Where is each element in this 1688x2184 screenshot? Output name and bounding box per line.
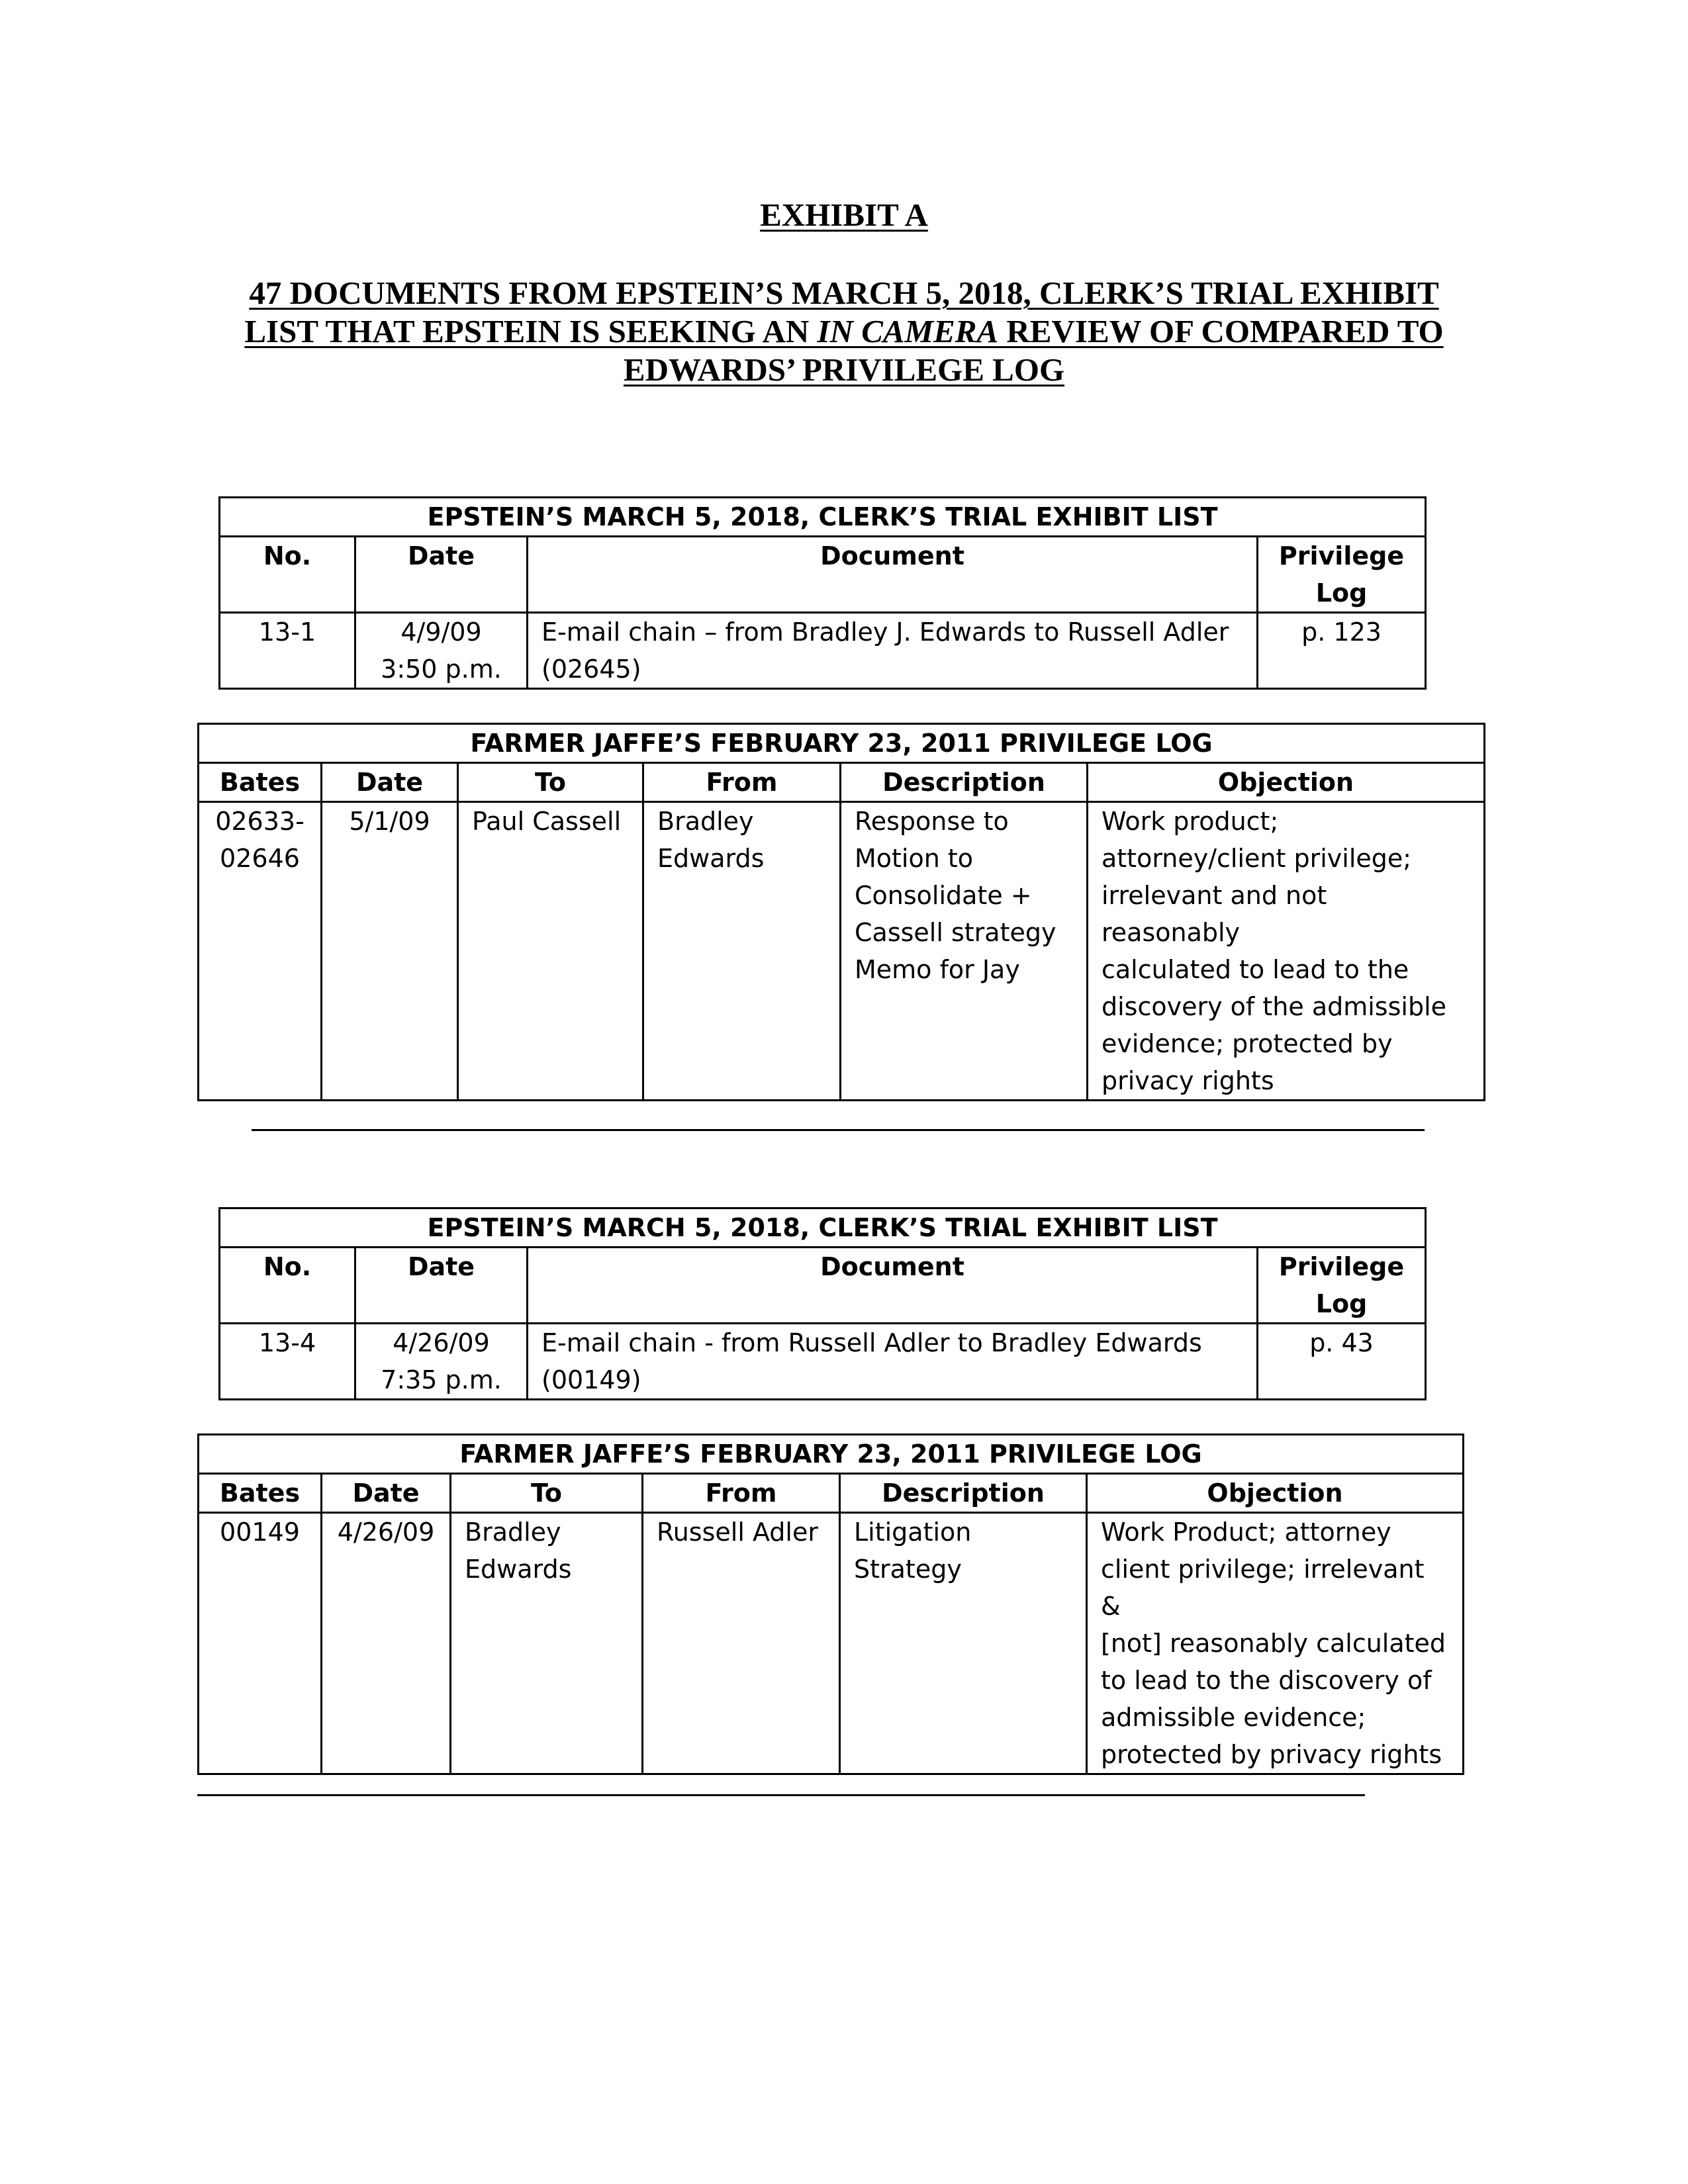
col-header-document: Document [528,537,1258,613]
exhibit-no: 13-4 [220,1324,355,1400]
privilege-log-caption: FARMER JAFFE’S FEBRUARY 23, 2011 PRIVILEGE LOG [199,724,1485,763]
col-header-to: To [451,1474,643,1513]
col-header-from: From [643,763,841,802]
section-divider [197,1794,1365,1796]
table-row [199,1513,1464,1774]
exhibit-list-caption: EPSTEIN’S MARCH 5, 2018, CLERK’S TRIAL EXHIBIT LIST [220,498,1426,537]
log-bates: 00149 [199,1513,322,1774]
subtitle-line-3: EDWARDS’ PRIVILEGE LOG [623,351,1065,388]
exhibit-title: EXHIBIT A [760,197,928,233]
exhibit-list-table-1 [218,496,1427,690]
section-divider [252,1129,1425,1131]
log-from: Bradley Edwards [643,802,841,1101]
col-header-objection: Objection [1087,1474,1464,1513]
exhibit-date: 4/9/09 3:50 p.m. [355,613,528,689]
col-header-bates: Bates [199,1474,322,1513]
col-header-date: Date [355,1248,528,1324]
exhibit-privilege-log-page: p. 123 [1258,613,1426,689]
log-description: Litigation Strategy [840,1513,1087,1774]
privilege-log-table-1 [197,723,1485,1101]
log-date: 4/26/09 [322,1513,451,1774]
log-date: 5/1/09 [322,802,458,1101]
privilege-log-caption: FARMER JAFFE’S FEBRUARY 23, 2011 PRIVILEGE LOG [199,1435,1464,1474]
exhibit-list-table-2 [218,1207,1427,1400]
col-header-privilege-log: Privilege Log [1258,1248,1426,1324]
table-row [220,1324,1426,1400]
log-bates: 02633- 02646 [199,802,322,1101]
exhibit-privilege-log-page: p. 43 [1258,1324,1426,1400]
privilege-log-table-2 [197,1433,1464,1775]
col-header-no: No. [220,1248,355,1324]
log-to: Paul Cassell [458,802,643,1101]
table-row [220,613,1426,689]
col-header-bates: Bates [199,763,322,802]
col-header-date: Date [355,537,528,613]
col-header-to: To [458,763,643,802]
subtitle-line-2: LIST THAT EPSTEIN IS SEEKING AN IN CAMERA REVIEW OF COMPARED TO [244,313,1444,349]
exhibit-no: 13-1 [220,613,355,689]
exhibit-document: E-mail chain - from Russell Adler to Bradley Edwards (00149) [528,1324,1258,1400]
log-from: Russell Adler [643,1513,840,1774]
log-to: Bradley Edwards [451,1513,643,1774]
col-header-privilege-log: Privilege Log [1258,537,1426,613]
log-objection: Work product; attorney/client privilege; irrelevant and not reasonably calculated to lead to the discovery of the admissible evidence; protected by privacy rights [1088,802,1485,1101]
table-row [199,802,1485,1101]
col-header-document: Document [528,1248,1258,1324]
col-header-no: No. [220,537,355,613]
subtitle-line-1: 47 DOCUMENTS FROM EPSTEIN’S MARCH 5, 2018, CLERK’S TRIAL EXHIBIT [249,275,1439,311]
col-header-objection: Objection [1088,763,1485,802]
col-header-date: Date [322,763,458,802]
exhibit-document: E-mail chain – from Bradley J. Edwards to Russell Adler (02645) [528,613,1258,689]
exhibit-list-caption: EPSTEIN’S MARCH 5, 2018, CLERK’S TRIAL EXHIBIT LIST [220,1208,1426,1248]
log-objection: Work Product; attorney client privilege; irrelevant & [not] reasonably calculated to lead to the discovery of admissible evidence; protected by privacy rights [1087,1513,1464,1774]
col-header-description: Description [840,1474,1087,1513]
log-description: Response to Motion to Consolidate + Cassell strategy Memo for Jay [841,802,1088,1101]
col-header-description: Description [841,763,1088,802]
document-subtitle [0,274,1688,389]
col-header-from: From [643,1474,840,1513]
exhibit-date: 4/26/09 7:35 p.m. [355,1324,528,1400]
in-camera-italic: IN CAMERA [817,313,999,349]
col-header-date: Date [322,1474,451,1513]
